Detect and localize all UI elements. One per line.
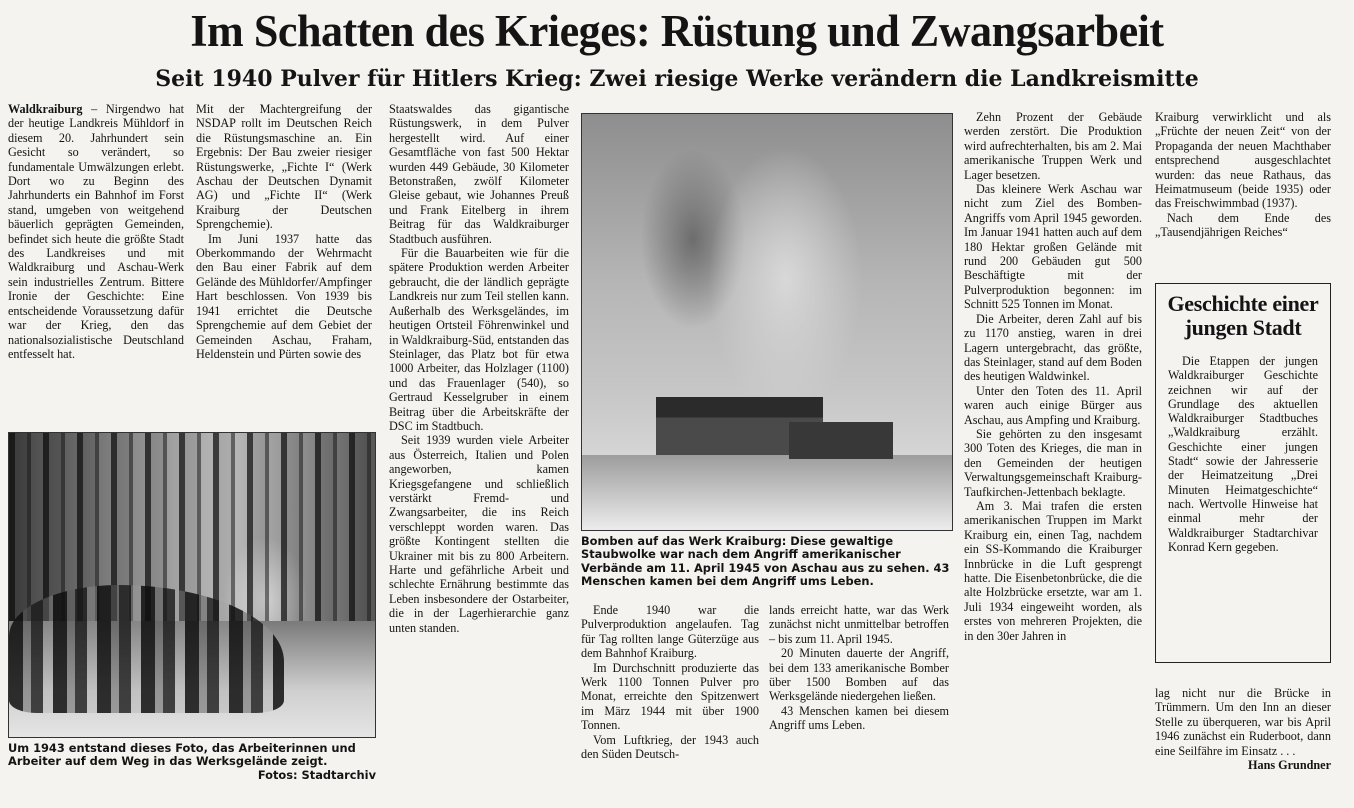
paragraph: 43 Menschen kamen bei diesem Angriff ums Leben. — [769, 703, 949, 733]
info-box-text: Die Etappen der jungen Waldkraiburger Geschichte zeichnen wir auf der Grundlage des aktuellen Waldkraiburger Stadtbuches „Waldkraiburg erzählt. Geschichte einer jungen Stadt“ sowie der Jahresserie der Heimatzeitung „Drei Minuten Heimatgeschichte“ nach. Wertvolle Hinweise hat einmal mehr der Waldkraiburger Stadtarchivar Konrad Kern gegeben. — [1168, 354, 1318, 554]
author-byline: Hans Grundner — [1248, 758, 1331, 773]
article-column-7-end — [1155, 686, 1331, 772]
workers-photo-caption — [8, 742, 376, 782]
bomb-cloud-photo-caption: Bomben auf das Werk Kraiburg: Diese gewaltige Staubwolke war nach dem Angriff amerikanischer Verbände am 11. April 1945 von Aschau aus zu sehen. 43 Menschen kamen bei dem Angriff ums Leben. — [581, 534, 950, 589]
paragraph: Am 3. Mai trafen die ersten amerikanischen Truppen im Markt Kraiburg ein, einen Tag, nachdem ein SS-Kommando die Kraiburger Innbrücke in die Luft gesprengt hatte. Die Eisenbetonbrücke, die die alte Holzbrücke ersetzte, war am 1. Juli 1934 eingeweiht worden, als erstes von mehreren Projekten, die in den 30er Jahren in — [964, 498, 1142, 643]
paragraph: Mit der Machtergreifung der NSDAP rollt im Deutschen Reich die Rüstungsmaschine an. Ein Ergebnis: Der Bau zweier riesiger Rüstungswerke, „Fichte I“ (Werk Aschau der Deutschen Dynamit AG) und „Fichte II“ (Werk Kraiburg der Deutschen Sprengchemie). — [196, 102, 372, 232]
paragraph: Seit 1939 wurden viele Arbeiter aus Österreich, Italien und Polen angeworben, kamen Kriegsgefangene und schließlich verstärkt Fremd- und Zwangsarbeiter, die ins Reich verschleppt worden waren. Das größte Kontingent stellten die Ukrainer mit bis zu 800 Arbeitern. Harte und gefährliche Arbeit und schlechte Ernährung bestimmte das Leben insbesondere der Ostarbeiter, die in der Lagerhierarchie ganz unten standen. — [389, 433, 569, 635]
article-column-6 — [964, 110, 1142, 643]
paragraph: Für die Bauarbeiten wie für die spätere Produktion werden Arbeiter gebraucht, die der ländlich geprägte Landkreis nur zum Teil stellen kann. Außerhalb des Werksgeländes, im heutigen Ortsteil Föhrenwinkel und in Waldkraiburg-Süd, entstanden das Steinlager, das Platz bot für etwa 1000 Arbeiter, das Holzlager (1100) und das Frauenlager (540), so Gertraud Kesselgruber in einem Beitrag über die Arbeitskräfte der DSC im Stadtbuch. — [389, 246, 569, 433]
paragraph: lands erreicht hatte, war das Werk zunächst nicht unmittelbar betroffen – bis zum 11. April 1945. — [769, 603, 949, 646]
paragraph: Nach dem Ende des „Tausendjährigen Reiches“ — [1155, 210, 1331, 240]
paragraph: Unter den Toten des 11. April waren auch einige Bürger aus Aschau, aus Ampfing und Kraiburg. — [964, 383, 1142, 427]
info-box — [1155, 283, 1331, 663]
dateline: Waldkraiburg — [8, 102, 83, 116]
paragraph: Sie gehörten zu den insgesamt 300 Toten des Krieges, die man in den Gemeinden der heutigen Verwaltungsgemeinschaft Kraiburg-Taufkirchen-Jettenbach beklagte. — [964, 426, 1142, 499]
paragraph: Das kleinere Werk Aschau war nicht zum Ziel des Bomben-Angriffs vom April 1945 geworden. Im Januar 1941 hatten auch auf dem 180 Hektar großen Gelände mit rund 200 Gebäuden gut 500 Beschäftigte mit der Pulverproduktion begonnen: im Schnitt 525 Tonnen im Monat. — [964, 182, 1142, 312]
paragraph — [8, 102, 184, 361]
paragraph — [1155, 686, 1331, 773]
article-column-1 — [8, 102, 184, 361]
ground-shading — [582, 455, 952, 530]
paragraph: Zehn Prozent der Gebäude werden zerstört. Die Produktion wird aufrechterhalten, bis am 2. Mai amerikanische Truppen Werk und Lager besetzen. — [964, 110, 1142, 182]
paragraph: Im Juni 1937 hatte das Oberkommando der Wehrmacht den Bau einer Fabrik auf dem Gelände des Mühldorfer/Ampfinger Hart beschlossen. Von 1939 bis 1941 errichtet die Deutsche Sprengchemie auf dem Gebiet der Gemeinden Aschau, Fraham, Heldenstein und Pürten sowie des — [196, 231, 372, 361]
photo-credit: Fotos: Stadtarchiv — [257, 767, 376, 782]
paragraph: Im Durchschnitt produzierte das Werk 1100 Tonnen Pulver pro Monat, erreichte den Spitzenwert im März 1944 mit über 1900 Tonnen. — [581, 660, 759, 733]
paragraph: Ende 1940 war die Pulverproduktion angelaufen. Tag für Tag rollten lange Güterzüge aus dem Bahnhof Kraiburg. — [581, 603, 759, 661]
caption-text: Um 1943 entstand dieses Foto, das Arbeiterinnen und Arbeiter auf dem Weg in das Werksgelände zeigt. — [8, 741, 356, 769]
article-column-7 — [1155, 110, 1331, 240]
building-shading — [789, 422, 893, 459]
workers-photo — [8, 432, 376, 738]
article-column-4 — [581, 603, 759, 761]
paragraph: Vom Luftkrieg, der 1943 auch den Süden Deutsch- — [581, 732, 759, 762]
article-column-3 — [389, 102, 569, 635]
paragraph: Kraiburg verwirklicht und als „Früchte der neuen Zeit“ von der Propaganda der neuen Machthaber entsprechend ausgeschlachtet wurden: das neue Rathaus, das Heimatmuseum (beide 1935) oder das Freischwimmbad (1937). — [1155, 110, 1331, 211]
article-column-2 — [196, 102, 372, 361]
headline: Im Schatten des Krieges: Rüstung und Zwangsarbeit — [190, 6, 1164, 56]
paragraph-text: – Nirgendwo hat der heutige Landkreis Mühldorf in diesem 20. Jahrhundert sein Gesicht so verändert, so fundamentale Umwälzungen erlebt. Dort wo zu Beginn des Jahrhunderts ein Bahnhof im Forst stand, umgeben von weitgehend bäuerlich geprägten Gemeinden, befindet sich heute die größte Stadt des Landkreises und mit Waldkraiburg und Aschau-Werk sein industrielles Zentrum. Bittere Ironie der Geschichte: Eine entscheidende Voraussetzung dafür war der Krieg, den das nationalsozialistische Deutschland entfesselt hat. — [8, 102, 184, 361]
article-column-5 — [769, 603, 949, 733]
paragraph: Staatswaldes das gigantische Rüstungswerk, in dem Pulver hergestellt wird. Auf einer Gesamtfläche von fast 500 Hektar wurden 449 Gebäude, 30 Kilometer Betonstraßen, zwölf Kilometer Gleise gebaut, wie Johannes Preuß und Frank Eitelberg in ihrem Beitrag für das Waldkraiburger Stadtbuch ausführen. — [389, 102, 569, 246]
paragraph: 20 Minuten dauerte der Angriff, bei dem 133 amerikanische Bomber über 1500 Bomben auf das Werksgelände niedergehen ließen. — [769, 646, 949, 704]
paragraph-text: lag nicht nur die Brücke in Trümmern. Um den Inn an dieser Stelle zu überqueren, war bis April 1946 zunächst ein Ruderboot, dann eine Seilfähre im Einsatz . . . — [1155, 686, 1331, 758]
bomb-cloud-photo — [581, 113, 953, 531]
paragraph: Die Arbeiter, deren Zahl auf bis zu 1170 anstieg, waren in drei Lagern untergebracht, das größte, das Steinlager, stand auf dem Boden des heutigen Waldwinkel. — [964, 311, 1142, 384]
subheadline: Seit 1940 Pulver für Hitlers Krieg: Zwei riesige Werke verändern die Landkreismitte — [155, 66, 1199, 92]
info-box-title: Geschichte einer jungen Stadt — [1167, 291, 1319, 340]
